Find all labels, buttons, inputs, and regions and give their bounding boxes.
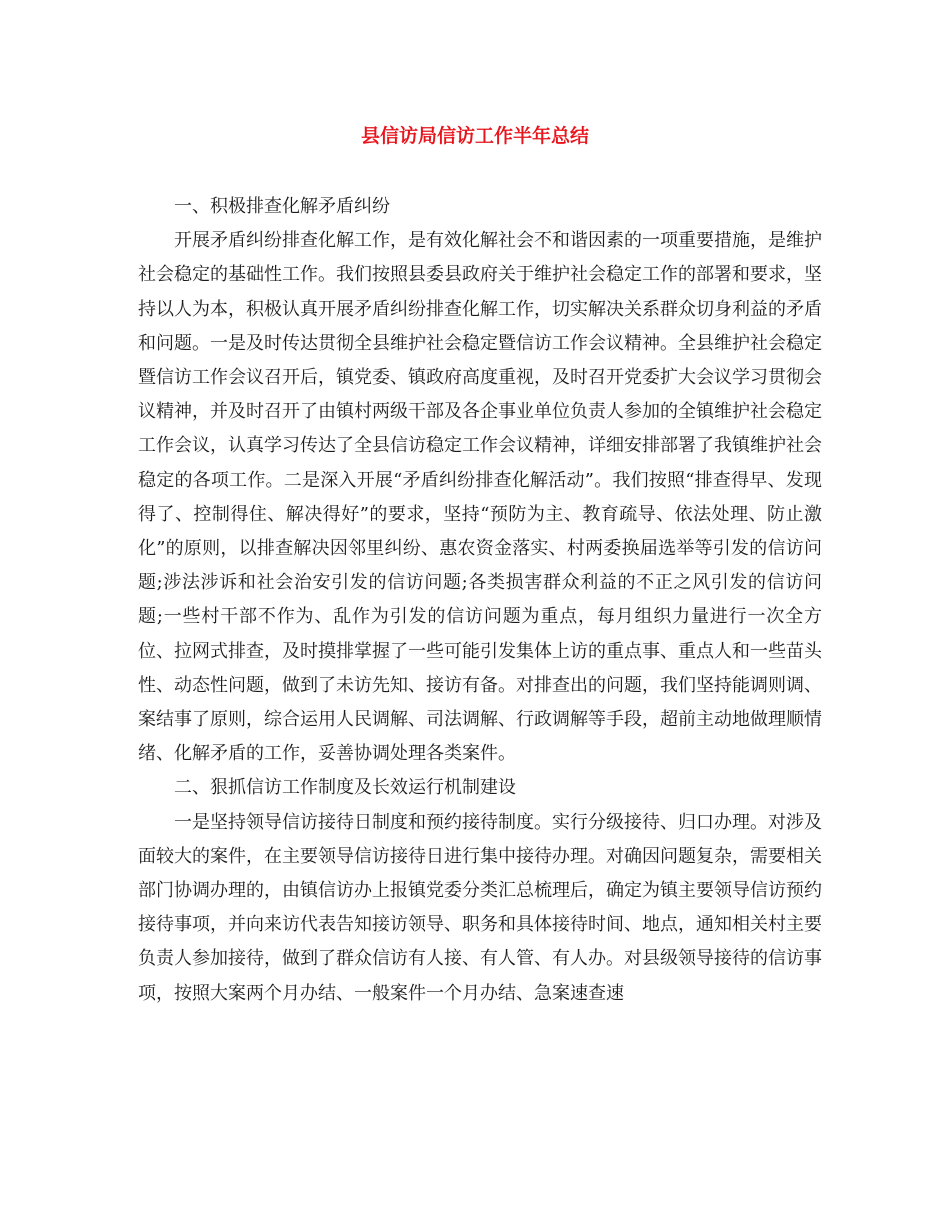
- paragraph-1: 开展矛盾纠纷排查化解工作，是有效化解社会不和谐因素的一项重要措施，是维护社会稳定的基础性工作。我们按照县委县政府关于维护社会稳定工作的部署和要求，坚持以人为本，积极认真开展矛盾纠纷排查化解工作，切实解决关系群众切身利益的矛盾和问题。一是及时传达贯彻全县维护社会稳定暨信访工作会议精神。全县维护社会稳定暨信访工作会议召开后，镇党委、镇政府高度重视，及时召开党委扩大会议学习贯彻会议精神，并及时召开了由镇村两级干部及各企事业单位负责人参加的全镇维护社会稳定工作会议，认真学习传达了全县信访稳定工作会议精神，详细安排部署了我镇维护社会稳定的各项工作。二是深入开展“矛盾纠纷排查化解活动”。我们按照“排查得早、发现得了、控制得住、解决得好”的要求，坚持“预防为主、教育疏导、依法处理、防止激化”的原则，以排查解决因邻里纠纷、惠农资金落实、村两委换届选举等引发的信访问题;涉法涉诉和社会治安引发的信访问题;各类损害群众利益的不正之风引发的信访问题;一些村干部不作为、乱作为引发的信访问题为重点，每月组织力量进行一次全方位、拉网式排查，及时摸排掌握了一些可能引发集体上访的重点事、重点人和一些苗头性、动态性问题，做到了未访先知、接访有备。对排查出的问题，我们坚持能调则调、案结事了原则，综合运用人民调解、司法调解、行政调解等手段，超前主动地做理顺情绪、化解矛盾的工作，妥善协调处理各类案件。: [138, 230, 822, 765]
- section-heading-2: 二、狠抓信访工作制度及长效运行机制建设: [174, 777, 516, 799]
- paragraph-2: 一是坚持领导信访接待日制度和预约接待制度。实行分级接待、归口办理。对涉及面较大的案件，在主要领导信访接待日进行集中接待办理。对确因问题复杂，需要相关部门协调办理的，由镇信访办上报镇党委分类汇总梳理后，确定为镇主要领导信访预约接待事项，并向来访代表告知接访领导、职务和具体接待时间、地点，通知相关村主要负责人参加接待，做到了群众信访有人接、有人管、有人办。对县级领导接待的信访事项，按照大案两个月办结、一般案件一个月办结、急案速查速: [138, 811, 822, 1004]
- document-body: [138, 190, 822, 1011]
- document-title: 县信访局信访工作半年总结: [360, 125, 589, 147]
- section-heading-1: 一、积极排查化解矛盾纠纷: [174, 196, 390, 217]
